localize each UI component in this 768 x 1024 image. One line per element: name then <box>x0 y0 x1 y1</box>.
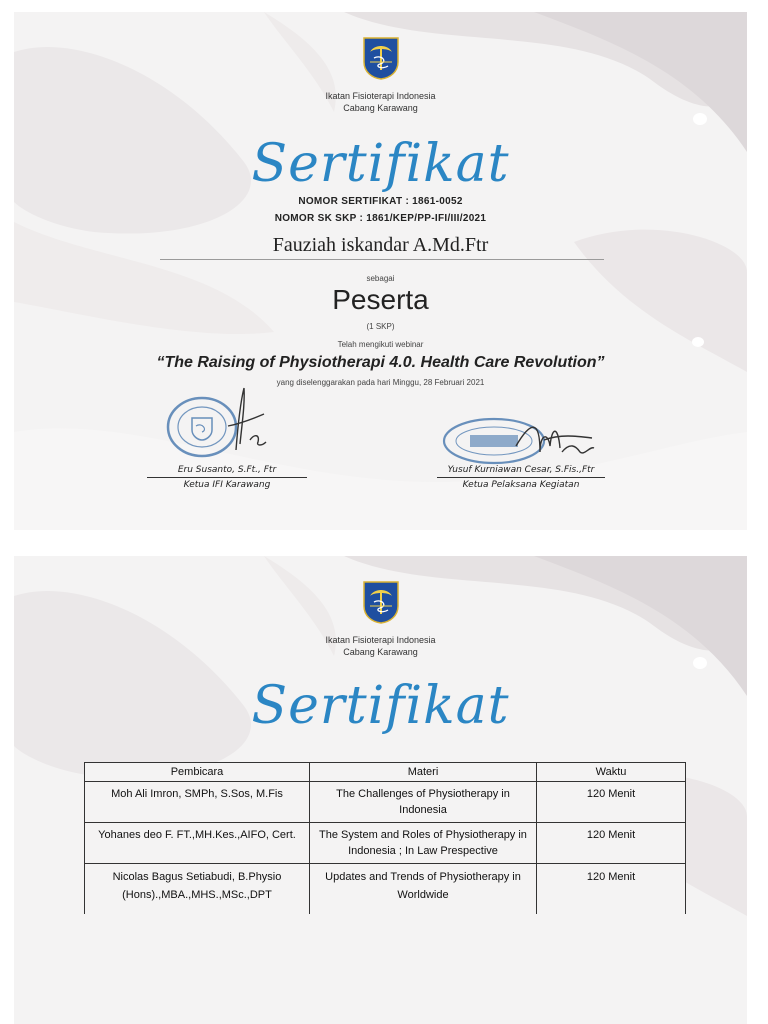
certificate-number: NOMOR SERTIFIKAT : 1861-0052 <box>298 196 463 207</box>
certificate-page-2 <box>14 556 747 1024</box>
name-divider <box>160 259 604 260</box>
table-row <box>85 864 686 915</box>
as-label: sebagai <box>366 274 395 283</box>
sk-skp-number: NOMOR SK SKP : 1861/KEP/PP-IFI/III/2021 <box>274 213 487 224</box>
org-line-2: Cabang Karawang <box>343 103 418 113</box>
column-header-material: Materi <box>310 763 537 782</box>
material-cell: The Challenges of Physiotherapy in Indonesia <box>310 782 537 823</box>
material-cell: The System and Roles of Physiotherapy in Indonesia ; In Law Prespective <box>310 823 537 864</box>
right-signature-icon <box>510 412 596 468</box>
ifi-logo-icon <box>362 36 400 80</box>
certificate-title: Sertifikat <box>251 676 510 736</box>
table-row <box>85 823 686 864</box>
webinar-title: “The Raising of Physiotherapi 4.0. Health Care Revolution” <box>156 354 605 371</box>
role-title: Peserta <box>332 284 429 315</box>
recipient-name: Fauziah iskandar A.Md.Ftr <box>272 234 489 256</box>
duration-cell: 120 Menit <box>537 823 686 864</box>
org-line-1: Ikatan Fisioterapi Indonesia <box>325 91 436 101</box>
signatory-right-name: Yusuf Kurniawan Cesar, S.Fis.,Ftr <box>447 465 595 475</box>
duration-cell: 120 Menit <box>537 864 686 915</box>
table-row <box>85 782 686 823</box>
duration-cell: 120 Menit <box>537 782 686 823</box>
certificate-title: Sertifikat <box>251 134 510 194</box>
attended-label: Telah mengikuti webinar <box>337 340 424 349</box>
signatory-right-title: Ketua Pelaksana Kegiatan <box>462 480 580 490</box>
left-signature-icon <box>214 384 274 454</box>
organization-name <box>14 634 747 658</box>
organization-name <box>14 90 747 114</box>
speaker-schedule-table <box>84 762 686 914</box>
certificate-page-1 <box>14 12 747 530</box>
material-cell: Updates and Trends of Physiotherapy in Worldwide <box>310 864 537 915</box>
org-line-2: Cabang Karawang <box>343 647 418 657</box>
signatory-left-title: Ketua IFI Karawang <box>183 480 271 490</box>
speaker-cell: Yohanes deo F. FT.,MH.Kes.,AIFO, Cert. <box>85 823 310 864</box>
org-line-1: Ikatan Fisioterapi Indonesia <box>325 635 436 645</box>
signatory-left-name: Eru Susanto, S.Ft., Ftr <box>177 465 277 475</box>
column-header-duration: Waktu <box>537 763 686 782</box>
signatory-left <box>142 463 312 492</box>
column-header-speaker: Pembicara <box>85 763 310 782</box>
ifi-logo-icon <box>362 580 400 624</box>
held-on-date: yang diselenggarakan pada hari Minggu, 28 Februari 2021 <box>276 378 485 387</box>
speaker-cell: Nicolas Bagus Setiabudi, B.Physio (Hons).,MBA.,MHS.,MSc.,DPT <box>85 864 310 915</box>
skp-credit: (1 SKP) <box>366 322 395 331</box>
table-header-row <box>85 763 686 782</box>
signatory-right <box>426 463 616 492</box>
speaker-cell: Moh Ali Imron, SMPh, S.Sos, M.Fis <box>85 782 310 823</box>
